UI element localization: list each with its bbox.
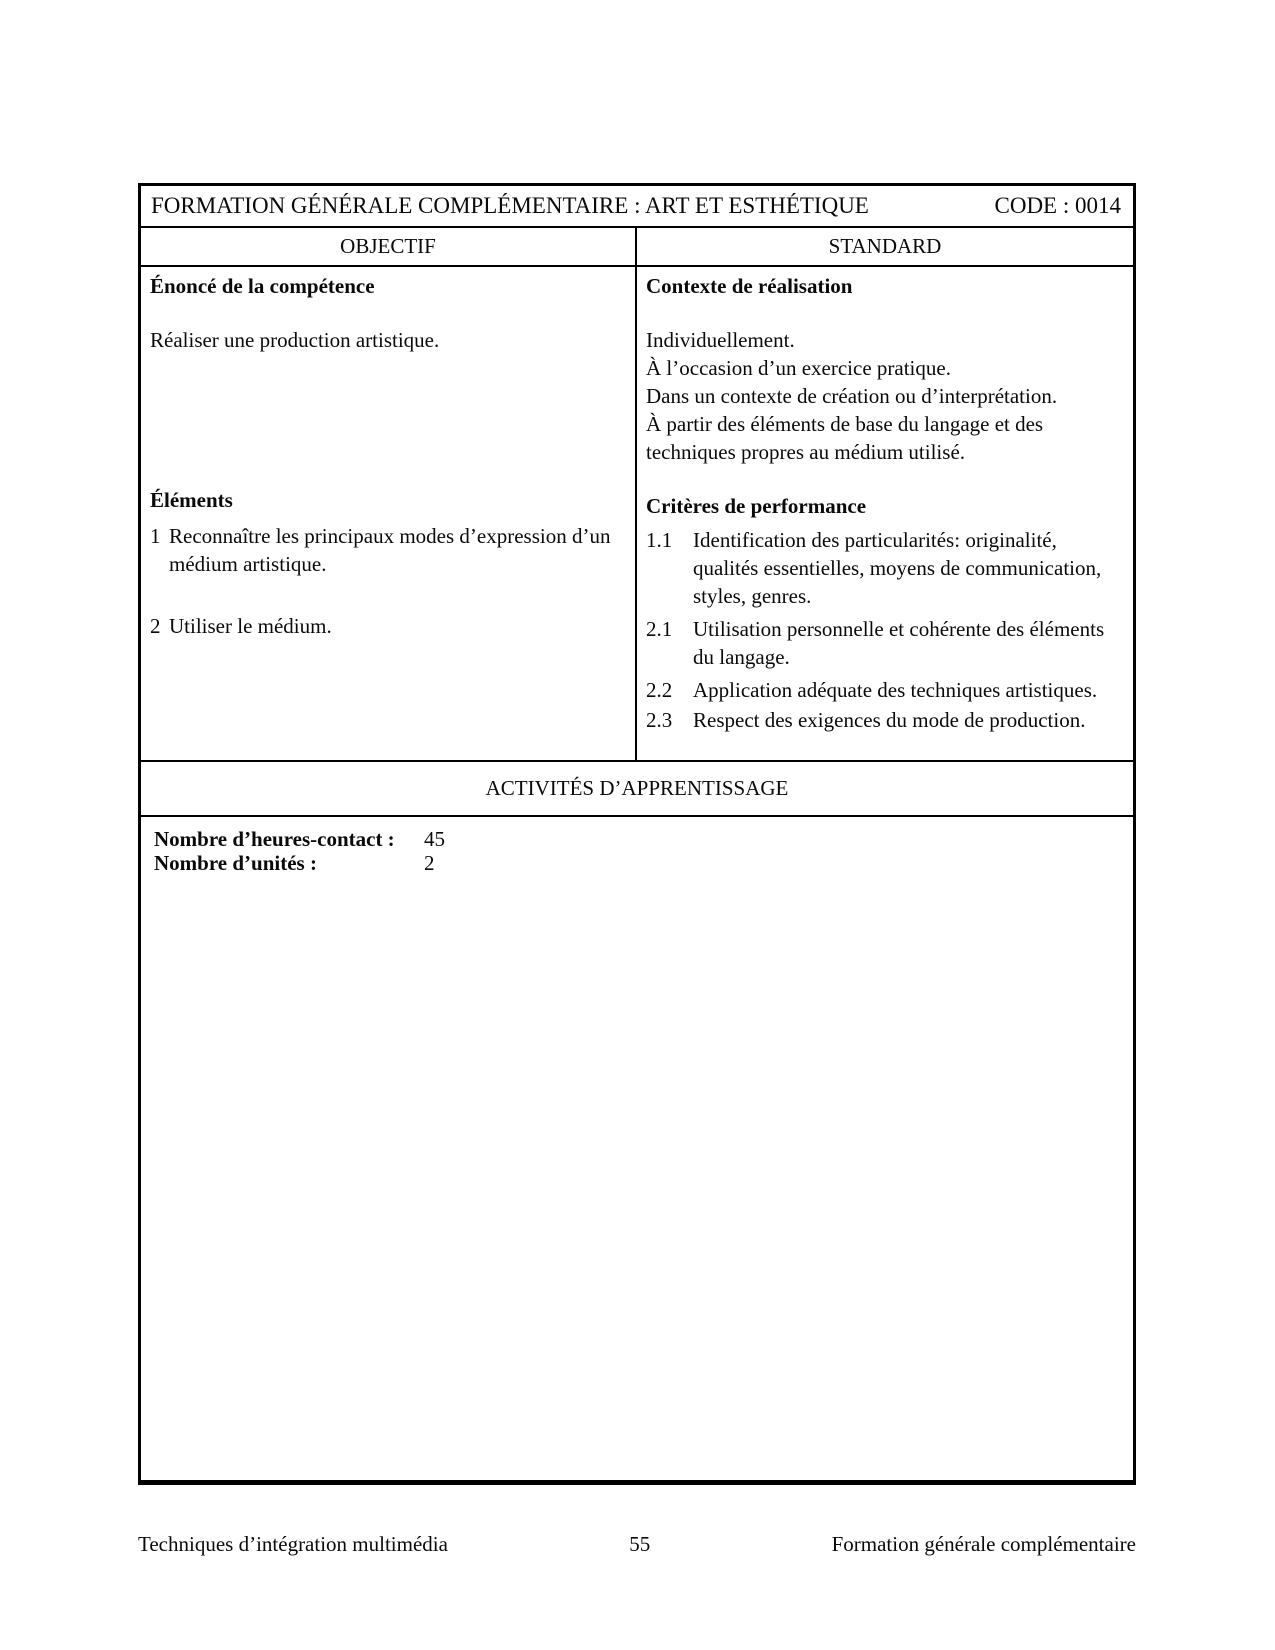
contexte-paragraphs xyxy=(646,326,1123,466)
activities-heading: ACTIVITÉS D’APPRENTISSAGE xyxy=(485,776,789,800)
table-title-row xyxy=(141,186,1133,228)
critere-number: 2.1 xyxy=(646,617,673,641)
course-title: FORMATION GÉNÉRALE COMPLÉMENTAIRE : ART ET ESTHÉTIQUE xyxy=(151,193,869,218)
standard-column-header: STANDARD xyxy=(828,234,942,258)
element-number: 2 xyxy=(150,614,161,638)
critere-text: Application adéquate des techniques artistiques. xyxy=(693,678,1098,702)
contexte-line: À partir des éléments de base du langage et des techniques propres au médium utilisé. xyxy=(646,412,1044,464)
page-footer xyxy=(138,1532,1136,1557)
criteres-heading: Critères de performance xyxy=(646,494,867,518)
critere-number: 1.1 xyxy=(646,528,673,552)
critere-item xyxy=(646,706,1123,734)
hours-grid xyxy=(154,827,1123,875)
units-value: 2 xyxy=(424,851,435,875)
column-header-row xyxy=(141,228,1133,267)
objectif-cell xyxy=(141,267,637,760)
course-table xyxy=(138,183,1136,1485)
footer-program-name: Techniques d’intégration multimédia xyxy=(138,1532,448,1556)
footer-section-name: Formation générale complémentaire xyxy=(831,1532,1136,1556)
objectif-column-header: OBJECTIF xyxy=(141,228,637,265)
enonce-heading: Énoncé de la compétence xyxy=(150,274,375,298)
units-label: Nombre d’unités : xyxy=(154,851,317,875)
course-code: CODE : 0014 xyxy=(994,193,1121,218)
element-item xyxy=(150,522,625,578)
critere-number: 2.2 xyxy=(646,678,673,702)
critere-number: 2.3 xyxy=(646,708,673,732)
content-row xyxy=(141,267,1133,762)
hours-contact-label: Nombre d’heures-contact : xyxy=(154,827,395,851)
footer-page-number: 55 xyxy=(629,1532,651,1556)
critere-item xyxy=(646,615,1123,671)
hours-contact-value: 45 xyxy=(424,827,445,851)
standard-cell xyxy=(637,267,1133,760)
elements-heading: Éléments xyxy=(150,488,233,512)
contexte-heading: Contexte de réalisation xyxy=(646,274,853,298)
contexte-line: Individuellement. xyxy=(646,328,795,352)
critere-text: Respect des exigences du mode de production. xyxy=(693,708,1086,732)
critere-text: Utilisation personnelle et cohérente des éléments du langage. xyxy=(693,617,1105,669)
critere-item xyxy=(646,526,1123,610)
activities-row xyxy=(141,762,1133,817)
contexte-line: Dans un contexte de création ou d’interprétation. xyxy=(646,384,1058,408)
element-number: 1 xyxy=(150,524,161,548)
hours-row xyxy=(141,817,1133,1480)
critere-item xyxy=(646,676,1123,704)
element-text: Utiliser le médium. xyxy=(169,614,332,638)
element-text: Reconnaître les principaux modes d’expression d’un médium artistique. xyxy=(169,524,611,576)
contexte-line: À l’occasion d’un exercice pratique. xyxy=(646,356,951,380)
critere-text: Identification des particularités: originalité, qualités essentielles, moyens de communication, styles, genres. xyxy=(693,528,1102,608)
enonce-text: Réaliser une production artistique. xyxy=(150,328,440,352)
element-item xyxy=(150,612,625,640)
